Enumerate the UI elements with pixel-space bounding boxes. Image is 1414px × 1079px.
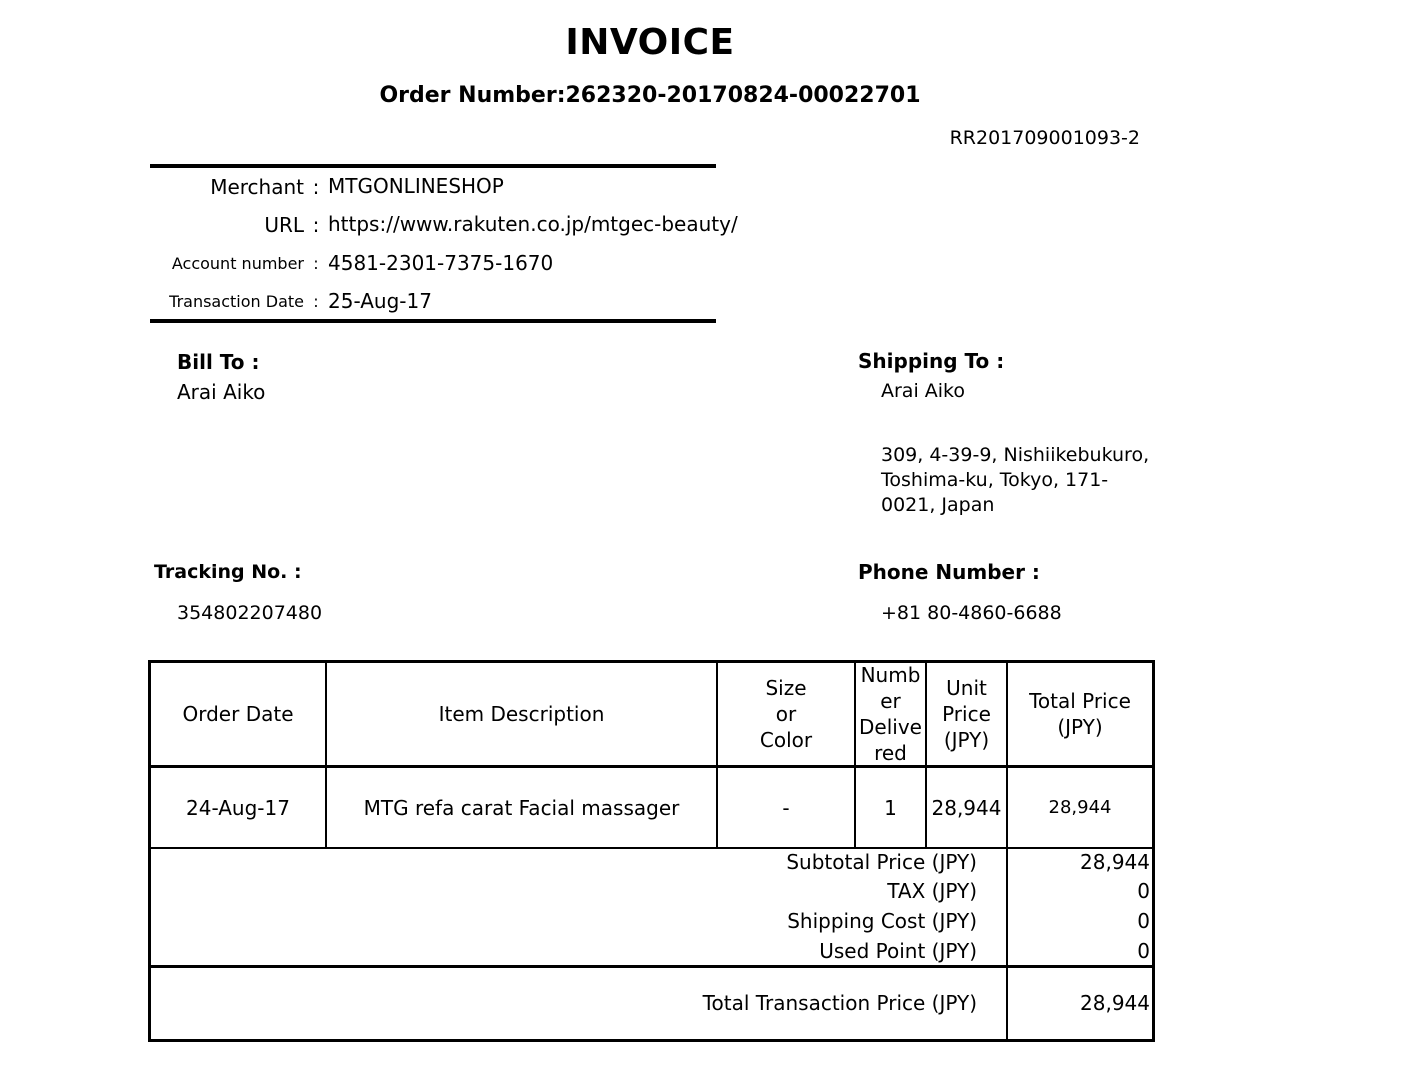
table-rule xyxy=(151,965,1152,968)
header-total-price-line: Total Price xyxy=(1029,689,1131,713)
merchant-row xyxy=(150,174,850,210)
shipping-cost-value: 0 xyxy=(1137,909,1150,933)
row-total-price: 28,944 xyxy=(1048,796,1112,818)
account-label: Account number xyxy=(171,254,304,273)
header-unit-price xyxy=(927,663,1006,765)
row-item-description: MTG refa carat Facial massager xyxy=(363,795,680,820)
url-row xyxy=(150,212,850,248)
merchant-label: Merchant xyxy=(210,175,304,199)
tracking-value: 354802207480 xyxy=(177,602,323,624)
header-total-price xyxy=(1008,663,1152,765)
invoice-table xyxy=(148,660,1155,1042)
account-colon: : xyxy=(313,254,319,273)
subtotal-value: 28,944 xyxy=(1080,850,1150,874)
transaction-date-value: 25-Aug-17 xyxy=(328,289,432,313)
row-unit-price: 28,944 xyxy=(931,795,1002,820)
shipping-to-label: Shipping To : xyxy=(858,349,1005,373)
order-number: Order Number:262320-20170824-00022701 xyxy=(379,83,921,108)
merchant-bottom-rule xyxy=(150,319,716,323)
header-order-date: Order Date xyxy=(182,702,294,726)
header-size-color-line: or xyxy=(775,702,797,726)
header-number-delivered xyxy=(856,663,925,765)
reference-number: RR201709001093-2 xyxy=(949,127,1140,149)
row-order-date: 24-Aug-17 xyxy=(186,795,290,820)
url-colon: : xyxy=(312,213,320,237)
url-value: https://www.rakuten.co.jp/mtgec-beauty/ xyxy=(328,212,738,236)
merchant-value: MTGONLINESHOP xyxy=(328,174,504,198)
account-row xyxy=(150,251,850,287)
bill-to-label: Bill To : xyxy=(177,350,260,374)
shipping-address-line: 0021, Japan xyxy=(881,494,995,516)
tracking-label: Tracking No. : xyxy=(154,561,302,583)
header-unit-price-line: Unit xyxy=(946,676,987,700)
header-size-color xyxy=(718,663,854,765)
account-value: 4581-2301-7375-1670 xyxy=(328,251,554,275)
subtotal-label: Subtotal Price (JPY) xyxy=(786,850,977,874)
row-quantity: 1 xyxy=(884,795,897,820)
shipping-to-name: Arai Aiko xyxy=(881,380,965,402)
header-item-description: Item Description xyxy=(438,702,605,726)
transaction-date-colon: : xyxy=(313,292,319,311)
used-point-value: 0 xyxy=(1137,939,1150,963)
header-size-color-line: Color xyxy=(759,728,813,752)
header-number-delivered-line: Numb xyxy=(860,663,921,687)
url-label: URL xyxy=(264,213,304,237)
header-total-price-line: (JPY) xyxy=(1057,715,1103,739)
row-size-color: - xyxy=(782,795,790,820)
phone-label: Phone Number : xyxy=(858,560,1040,584)
header-unit-price-line: (JPY) xyxy=(943,728,990,752)
header-size-color-line: Size xyxy=(765,676,807,700)
used-point-label: Used Point (JPY) xyxy=(819,939,977,963)
phone-value: +81 80-4860-6688 xyxy=(881,602,1062,624)
merchant-colon: : xyxy=(312,175,320,199)
header-number-delivered-line: er xyxy=(880,689,901,713)
total-transaction-label: Total Transaction Price (JPY) xyxy=(702,991,977,1015)
shipping-cost-label: Shipping Cost (JPY) xyxy=(787,909,977,933)
merchant-top-rule xyxy=(150,164,716,168)
bill-to-name: Arai Aiko xyxy=(177,380,266,404)
header-number-delivered-line: red xyxy=(874,741,907,765)
tax-value: 0 xyxy=(1137,879,1150,903)
transaction-date-label: Transaction Date xyxy=(169,292,304,311)
tax-label: TAX (JPY) xyxy=(887,879,977,903)
total-transaction-value: 28,944 xyxy=(1080,991,1150,1015)
header-unit-price-line: Price xyxy=(942,702,991,726)
header-number-delivered-line: Delive xyxy=(859,715,922,739)
table-rule xyxy=(151,847,1152,849)
shipping-address-line: Toshima-ku, Tokyo, 171- xyxy=(881,469,1109,491)
invoice-title: INVOICE xyxy=(565,22,735,63)
shipping-address-line: 309, 4-39-9, Nishiikebukuro, xyxy=(881,444,1150,466)
